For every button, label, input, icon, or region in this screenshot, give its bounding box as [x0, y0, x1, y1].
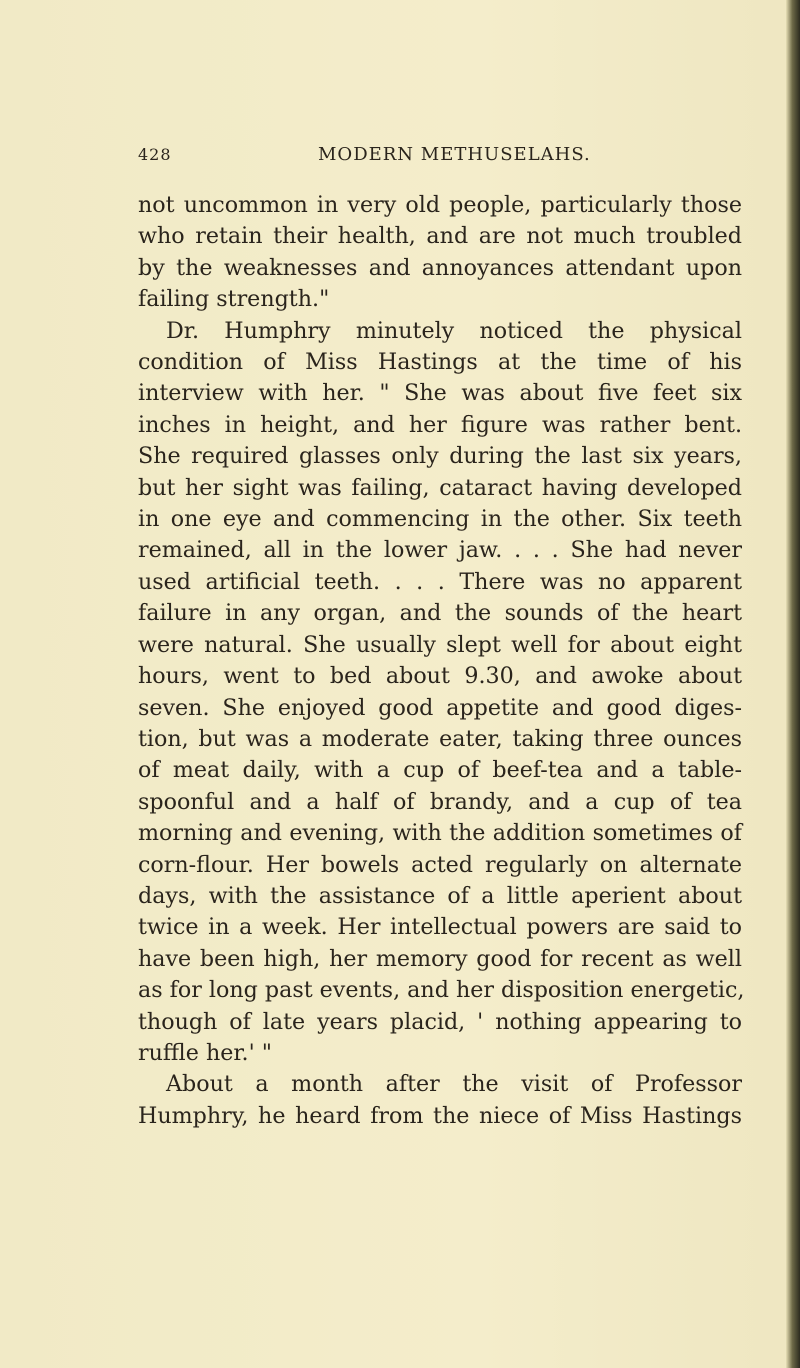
text-line: failing strength."	[138, 286, 330, 313]
text-line: in one eye and commencing in the other. Six teeth	[138, 506, 742, 533]
text-line: of meat daily, with a cup of beef-tea and a table-	[138, 757, 742, 784]
text-line: but her sight was failing, cataract having developed	[138, 474, 742, 501]
page-header	[138, 140, 738, 170]
text-line: Humphry, he heard from the niece of Miss Hastings	[138, 1102, 742, 1129]
running-title: MODERN METHUSELAHS.	[318, 144, 591, 165]
text-line: spoonful and a half of brandy, and a cup of tea	[138, 788, 742, 815]
text-line: twice in a week. Her intellectual powers are said to	[138, 914, 742, 941]
text-line: corn-flour. Her bowels acted regularly on alternate	[138, 851, 742, 878]
text-line: days, with the assistance of a little aperient about	[138, 882, 742, 909]
page-edge-shadow	[786, 0, 800, 1368]
text-line: condition of Miss Hastings at the time of his	[138, 349, 742, 376]
text-line: were natural. She usually slept well for about eight	[138, 631, 742, 658]
text-line: not uncommon in very old people, particularly those	[138, 192, 742, 218]
text-line: hours, went to bed about 9.30, and awoke about	[138, 663, 742, 690]
body-text	[138, 190, 745, 1132]
text-line: About a month after the visit of Professor	[166, 1071, 742, 1098]
text-line: failure in any organ, and the sounds of the heart	[138, 600, 742, 627]
text-line: seven. She enjoyed good appetite and good diges-	[138, 694, 742, 721]
text-line: as for long past events, and her disposition energetic,	[138, 977, 745, 1004]
text-line: ruffle her.' "	[138, 1039, 272, 1066]
text-line: used artificial teeth. . . . There was no apparent	[138, 568, 742, 595]
text-line: tion, but was a moderate eater, taking three ounces	[138, 725, 742, 752]
text-line: inches in height, and her figure was rather bent.	[138, 411, 742, 438]
text-line: though of late years placid, ' nothing appearing to	[138, 1008, 742, 1035]
text-line: She required glasses only during the last six years,	[138, 443, 742, 470]
text-line: who retain their health, and are not much troubled	[138, 223, 742, 250]
text-line: Dr. Humphry minutely noticed the physical	[166, 317, 742, 344]
text-line: morning and evening, with the addition sometimes of	[138, 820, 742, 847]
text-line: remained, all in the lower jaw. . . . She had never	[138, 537, 742, 564]
text-line: by the weaknesses and annoyances attendant upon	[138, 254, 742, 281]
page-number: 428	[138, 145, 172, 164]
text-line: interview with her. " She was about five feet six	[138, 380, 742, 407]
text-line: have been high, her memory good for recent as well	[138, 945, 742, 972]
